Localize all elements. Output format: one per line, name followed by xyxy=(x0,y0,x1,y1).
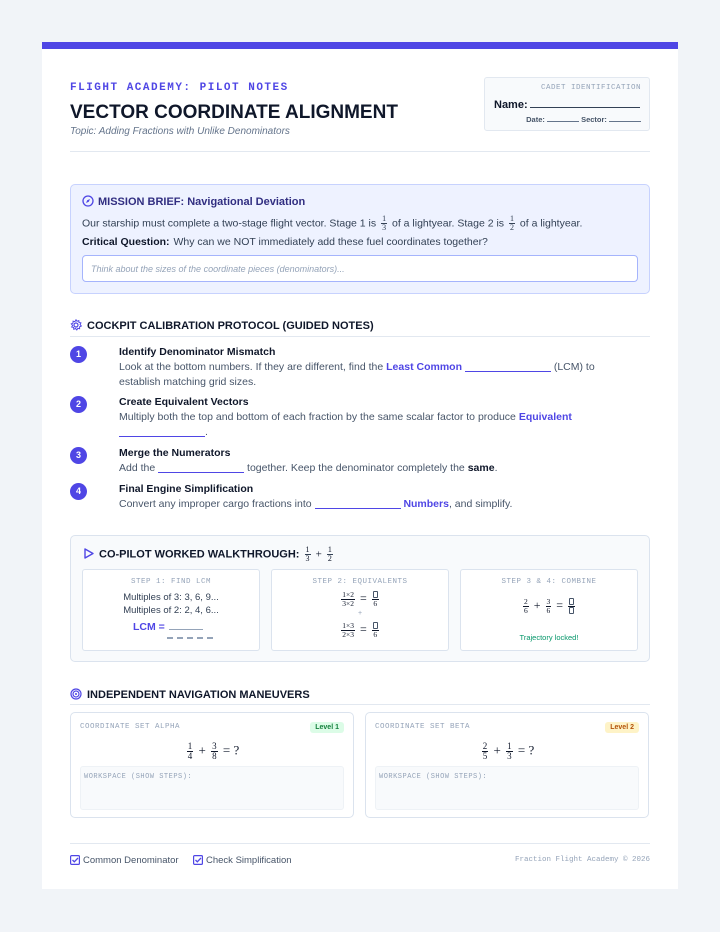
maneuvers-divider xyxy=(70,704,650,705)
lcm-label: LCM = xyxy=(133,621,165,633)
step2-label: STEP 2: EQUIVALENTS xyxy=(312,578,408,586)
mission-title: MISSION BRIEF: Navigational Deviation xyxy=(98,196,306,208)
copilot-walkthrough xyxy=(70,535,650,662)
gear-icon xyxy=(70,319,82,331)
maneuvers-section-title: INDEPENDENT NAVIGATION MANEUVERS xyxy=(70,688,310,701)
coordinate-set-alpha xyxy=(70,712,354,818)
trajectory-status: Trajectory locked! xyxy=(519,633,579,642)
sector-field[interactable] xyxy=(609,116,641,122)
checklist-common-denominator[interactable]: Common Denominator xyxy=(70,855,179,866)
mission-title-row xyxy=(82,195,305,208)
walkthrough-title: CO-PILOT WORKED WALKTHROUGH: xyxy=(99,548,300,561)
numbers-blank[interactable] xyxy=(315,498,401,509)
step-title: Identify Denominator Mismatch xyxy=(119,346,276,358)
mission-text: Our starship must complete a two-stage flight vector. Stage 1 is $\frac{1}{3}$ of a lightyear. Stage 2 is $\frac{1}{2}$ of a lightyear. xyxy=(82,214,583,232)
level-badge: Level 2 xyxy=(605,722,639,733)
multiples-of-3: Multiples of 3: 3, 6, 9... xyxy=(123,592,219,603)
beta-label: COORDINATE SET BETA xyxy=(375,723,471,731)
academy-label: FLIGHT ACADEMY: PILOT NOTES xyxy=(70,82,289,94)
page-title: VECTOR COORDINATE ALIGNMENT xyxy=(70,102,398,123)
equivalent-fraction-1: $\frac{1\times 2}{3\times 2}$ = 6 xyxy=(342,590,378,608)
compass-icon xyxy=(82,195,94,207)
sector-label: Sector: xyxy=(581,115,607,124)
plus-sign: + xyxy=(357,610,363,617)
name-label: Name: xyxy=(494,99,528,111)
step-title: Merge the Numerators xyxy=(119,447,231,459)
target-icon xyxy=(70,688,82,700)
multiples-of-2: Multiples of 2: 2, 4, 6... xyxy=(123,605,219,616)
date-label: Date: xyxy=(526,115,545,124)
lcm-blank[interactable] xyxy=(465,361,551,372)
stage1-fraction: $\frac{1}{3}$ xyxy=(382,214,387,232)
checkbox-checked-icon xyxy=(193,855,203,865)
cadet-name-row xyxy=(494,98,640,111)
beta-workspace[interactable]: WORKSPACE (SHOW STEPS): xyxy=(375,766,639,810)
stage2-fraction: $\frac{1}{2}$ xyxy=(509,214,514,232)
lcm-underline xyxy=(167,637,213,639)
equivalent-fraction-2: $\frac{1\times 3}{2\times 3}$ = 6 xyxy=(342,621,378,639)
mission-answer-input[interactable] xyxy=(82,255,638,282)
step3-label: STEP 3 & 4: COMBINE xyxy=(501,578,597,586)
step-number: 1 xyxy=(70,346,87,363)
cadet-id-card xyxy=(484,77,650,131)
numerators-blank[interactable] xyxy=(158,462,244,473)
answer-placeholder: Think about the sizes of the coordinate pieces (denominators)... xyxy=(91,264,345,274)
lcm-row xyxy=(133,621,203,633)
equivalent-blank[interactable] xyxy=(119,426,205,437)
critical-question xyxy=(82,236,488,248)
numerator-box[interactable] xyxy=(373,591,378,598)
footer-divider xyxy=(70,843,650,844)
combine-equation: $\frac{2}{6}$ + $\frac{3}{6}$ = xyxy=(461,598,637,614)
step-description: Look at the bottom numbers. If they are different, find the Least Common (LCM) to establish matching grid sizes. xyxy=(119,361,595,389)
critical-question-label: Critical Question: xyxy=(82,236,170,248)
date-field[interactable] xyxy=(547,116,579,122)
step-number: 3 xyxy=(70,447,87,464)
step-description: Add the together. Keep the denominator completely the same. xyxy=(119,462,498,474)
alpha-equation: $\frac{1}{4}$ + $\frac{3}{8}$ = ? xyxy=(187,741,240,761)
step3-panel xyxy=(460,569,638,651)
step-description: Convert any improper cargo fractions into Numbers, and simplify. xyxy=(119,498,513,510)
walkthrough-title-row: CO-PILOT WORKED WALKTHROUGH: $\frac{1}{3}$ + $\frac{1}{2}$ xyxy=(83,546,335,563)
beta-equation: $\frac{2}{5}$ + $\frac{1}{3}$ = ? xyxy=(482,741,535,761)
step-number: 4 xyxy=(70,483,87,500)
step-description: Multiply both the top and bottom of each fraction by the same scalar factor to produce Equivalent . xyxy=(119,411,572,439)
coordinate-set-beta xyxy=(365,712,649,818)
worksheet-page xyxy=(42,42,678,889)
cadet-id-label: CADET IDENTIFICATION xyxy=(540,84,641,92)
name-field[interactable] xyxy=(530,98,640,108)
protocol-divider xyxy=(70,336,650,337)
step2-panel xyxy=(271,569,449,651)
level-badge: Level 1 xyxy=(310,722,344,733)
step-number: 2 xyxy=(70,396,87,413)
alpha-label: COORDINATE SET ALPHA xyxy=(80,723,181,731)
step-title: Final Engine Simplification xyxy=(119,483,254,495)
play-icon xyxy=(83,548,94,559)
step1-label: STEP 1: FIND LCM xyxy=(130,578,211,586)
denominator-box[interactable] xyxy=(569,607,574,614)
checkbox-checked-icon xyxy=(70,855,80,865)
checklist-check-simplification[interactable]: Check Simplification xyxy=(193,855,292,866)
copyright: Fraction Flight Academy © 2026 xyxy=(514,856,650,864)
alpha-workspace[interactable]: WORKSPACE (SHOW STEPS): xyxy=(80,766,344,810)
mission-brief xyxy=(70,184,650,294)
step1-panel xyxy=(82,569,260,651)
step-title: Create Equivalent Vectors xyxy=(119,396,249,408)
numerator-box[interactable] xyxy=(569,598,574,605)
lcm-answer-field[interactable] xyxy=(169,621,203,630)
numerator-box[interactable] xyxy=(373,622,378,629)
date-sector-row xyxy=(526,115,641,124)
protocol-section-title: COCKPIT CALIBRATION PROTOCOL (GUIDED NOTES) xyxy=(70,319,374,332)
topic-subtitle: Topic: Adding Fractions with Unlike Denominators xyxy=(70,126,290,137)
problem-fraction-a: $\frac{1}{3}$ xyxy=(305,545,310,563)
problem-fraction-b: $\frac{1}{2}$ xyxy=(327,545,332,563)
critical-question-text: Why can we NOT immediately add these fuel coordinates together? xyxy=(173,236,488,248)
header-divider xyxy=(70,151,650,152)
